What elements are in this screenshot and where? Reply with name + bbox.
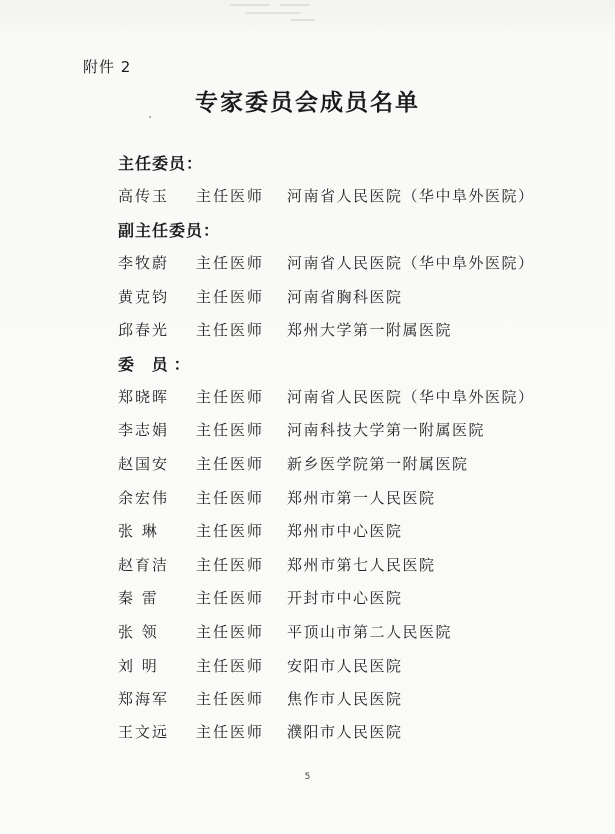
member-row: [0, 453, 615, 475]
section-label-members: 委 员：: [118, 355, 196, 374]
member-rank: 主任医师: [196, 489, 265, 507]
member-org: 安阳市人民医院: [287, 657, 403, 675]
member-name: 余宏伟: [118, 489, 170, 507]
section-label-vice-chair: 副主任委员：: [118, 221, 221, 240]
member-rank: 主任医师: [196, 690, 265, 708]
member-org: 河南省人民医院（华中阜外医院）: [287, 254, 535, 272]
member-name: 邱春光: [118, 321, 170, 339]
member-org: 郑州市第七人民医院: [287, 556, 436, 574]
attachment-label: 附件 2: [83, 58, 132, 76]
member-row: [0, 587, 615, 609]
member-org: 焦作市人民医院: [287, 690, 403, 708]
scan-bleed-through: [220, 0, 340, 26]
member-row: [0, 252, 615, 274]
member-org: 新乡医学院第一附属医院: [287, 455, 469, 473]
member-name: 高传玉: [118, 187, 170, 205]
member-name: 赵育洁: [118, 556, 170, 574]
member-name: 刘 明: [118, 657, 159, 675]
member-name: 黄克钧: [118, 288, 170, 306]
scan-speck: [149, 116, 151, 118]
member-name: 秦 雷: [118, 589, 159, 607]
section-label-chair: 主任委员：: [118, 154, 204, 173]
member-name: 张 领: [118, 623, 159, 641]
member-rank: 主任医师: [196, 723, 265, 741]
member-org: 河南科技大学第一附属医院: [287, 421, 486, 439]
member-row: [0, 621, 615, 643]
member-rank: 主任医师: [196, 288, 265, 306]
member-org: 平顶山市第二人民医院: [287, 623, 453, 641]
member-rank: 主任医师: [196, 388, 265, 406]
document-title: 专家委员会成员名单: [195, 89, 420, 116]
member-row: [0, 319, 615, 341]
member-name: 郑海军: [118, 690, 170, 708]
member-rank: 主任医师: [196, 522, 265, 540]
member-rank: 主任医师: [196, 187, 265, 205]
member-name: 李牧蔚: [118, 254, 170, 272]
member-org: 河南省人民医院（华中阜外医院）: [287, 388, 535, 406]
member-row: [0, 554, 615, 576]
member-name: 郑晓晖: [118, 388, 170, 406]
member-org: 郑州市第一人民医院: [287, 489, 436, 507]
member-rank: 主任医师: [196, 254, 265, 272]
member-row: [0, 386, 615, 408]
member-org: 开封市中心医院: [287, 589, 403, 607]
member-rank: 主任医师: [196, 657, 265, 675]
member-row: [0, 286, 615, 308]
member-name: 赵国安: [118, 455, 170, 473]
member-org: 郑州大学第一附属医院: [287, 321, 453, 339]
member-row: [0, 487, 615, 509]
member-org: 河南省人民医院（华中阜外医院）: [287, 187, 535, 205]
member-name: 李志娟: [118, 421, 170, 439]
member-row: [0, 688, 615, 710]
member-rank: 主任医师: [196, 421, 265, 439]
member-name: 张 琳: [118, 522, 159, 540]
member-row: [0, 185, 615, 207]
member-row: [0, 520, 615, 542]
member-row: [0, 721, 615, 743]
member-org: 濮阳市人民医院: [287, 723, 403, 741]
member-rank: 主任医师: [196, 556, 265, 574]
member-org: 郑州市中心医院: [287, 522, 403, 540]
member-rank: 主任医师: [196, 455, 265, 473]
member-rank: 主任医师: [196, 321, 265, 339]
member-row: [0, 655, 615, 677]
page-number: 5: [304, 772, 311, 782]
member-org: 河南省胸科医院: [287, 288, 403, 306]
member-row: [0, 419, 615, 441]
member-rank: 主任医师: [196, 623, 265, 641]
member-rank: 主任医师: [196, 589, 265, 607]
member-name: 王文远: [118, 723, 170, 741]
